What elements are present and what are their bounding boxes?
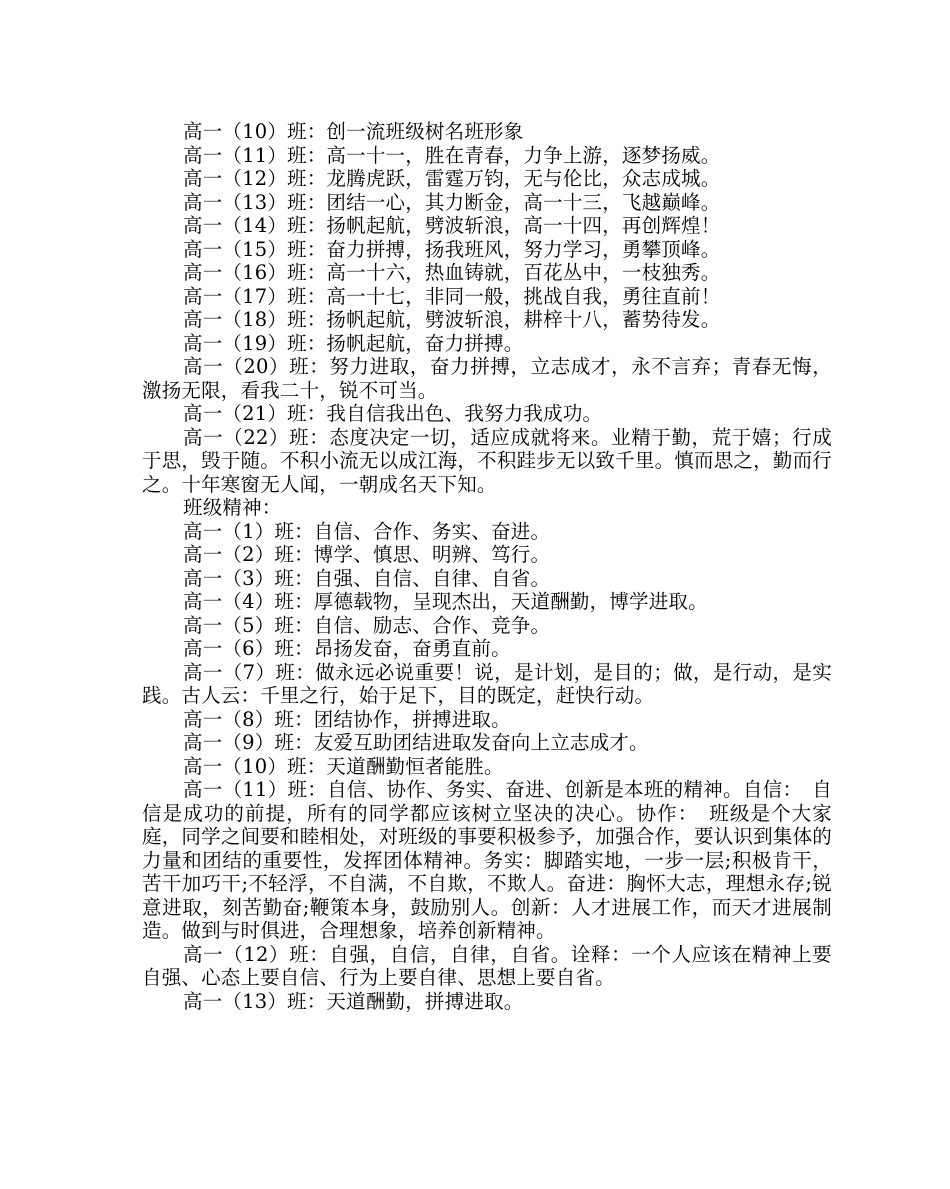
paragraph: 高一（19）班：扬帆起航，奋力拼搏。 <box>183 331 524 355</box>
paragraph: 高一（16）班：高一十六，热血铸就，百花丛中，一枝独秀。 <box>183 261 721 284</box>
paragraph: 高一（12）班：自强，自信，自律，自省。诠释：一个人应该在精神上要自强、心态上要自信、行为上要自律、思想上要自省。 <box>142 942 832 989</box>
paragraph: 高一（10）班：创一流班级树名班形象 <box>183 120 524 143</box>
paragraph: 高一（10）班：天道酬勤恒者能胜。 <box>183 754 504 778</box>
paragraph: 高一（20）班：努力进取，奋力拼搏，立志成才，永不言弃；青春无悔，激扬无限，看我二十，锐不可当。 <box>142 355 832 402</box>
paragraph: 高一（15）班：奋力拼搏，扬我班风，努力学习，勇攀顶峰。 <box>183 237 721 261</box>
paragraph: 高一（2）班：博学、慎思、明辨、笃行。 <box>183 543 551 566</box>
paragraph: 高一（3）班：自强、自信、自律、自省。 <box>183 566 551 590</box>
document-body <box>142 120 832 1013</box>
paragraph: 高一（14）班：扬帆起航，劈波斩浪，高一十四，再创辉煌！ <box>183 214 721 237</box>
paragraph: 高一（18）班：扬帆起航，劈波斩浪，耕梓十八，蓄势待发。 <box>183 308 721 331</box>
paragraph: 高一（12）班：龙腾虎跃，雷霆万钧，无与伦比，众志成城。 <box>183 167 721 190</box>
paragraph: 高一（9）班：友爱互助团结进取发奋向上立志成才。 <box>183 731 649 754</box>
paragraph: 高一（17）班：高一十七，非同一般，挑战自我，勇往直前！ <box>183 284 721 308</box>
paragraph: 高一（13）班：天道酬勤，拼搏进取。 <box>183 989 524 1013</box>
paragraph: 高一（6）班：昂扬发奋，奋勇直前。 <box>183 637 511 660</box>
section-heading: 班级精神： <box>183 496 282 519</box>
paragraph: 高一（7）班：做永远必说重要！说，是计划，是目的；做，是行动，是实践。古人云：千里之行，始于足下，目的既定，赶快行动。 <box>142 660 832 707</box>
paragraph: 高一（11）班：自信、协作、务实、奋进、创新是本班的精神。自信： 自信是成功的前提，所有的同学都应该树立坚决的决心。协作： 班级是个大家庭，同学之间要和睦相处，对班级的事要积极参予，加强合作，要认识到集体的力量和团结的重要性，发挥团体精神。务实：脚踏实地，一步一层;积极肯干，苦干加巧干;不轻浮，不自满，不自欺，不欺人。奋进：胸怀大志，理想永存;锐意进取，刻苦勤奋;鞭策本身，鼓励别人。创新：人才进展工作，而天才进展制造。做到与时俱进，合理想象，培养创新精神。 <box>142 778 832 942</box>
paragraph: 高一（21）班：我自信我出色、我努力我成功。 <box>183 402 603 425</box>
paragraph: 高一（5）班：自信、励志、合作、竞争。 <box>183 613 551 637</box>
paragraph: 高一（11）班：高一十一，胜在青春，力争上游，逐梦扬威。 <box>183 143 721 167</box>
paragraph: 高一（1）班：自信、合作、务实、奋进。 <box>183 519 551 543</box>
paragraph: 高一（4）班：厚德载物，呈现杰出，天道酬勤，博学进取。 <box>183 590 708 613</box>
paragraph: 高一（13）班：团结一心，其力断金，高一十三，飞越巅峰。 <box>183 190 721 214</box>
paragraph: 高一（8）班：团结协作，拼搏进取。 <box>183 707 511 731</box>
paragraph: 高一（22）班：态度决定一切，适应成就将来。业精于勤，荒于嬉；行成于思，毁于随。不积小流无以成江海，不积跬步无以致千里。慎而思之，勤而行之。十年寒窗无人闻，一朝成名天下知。 <box>142 425 832 496</box>
